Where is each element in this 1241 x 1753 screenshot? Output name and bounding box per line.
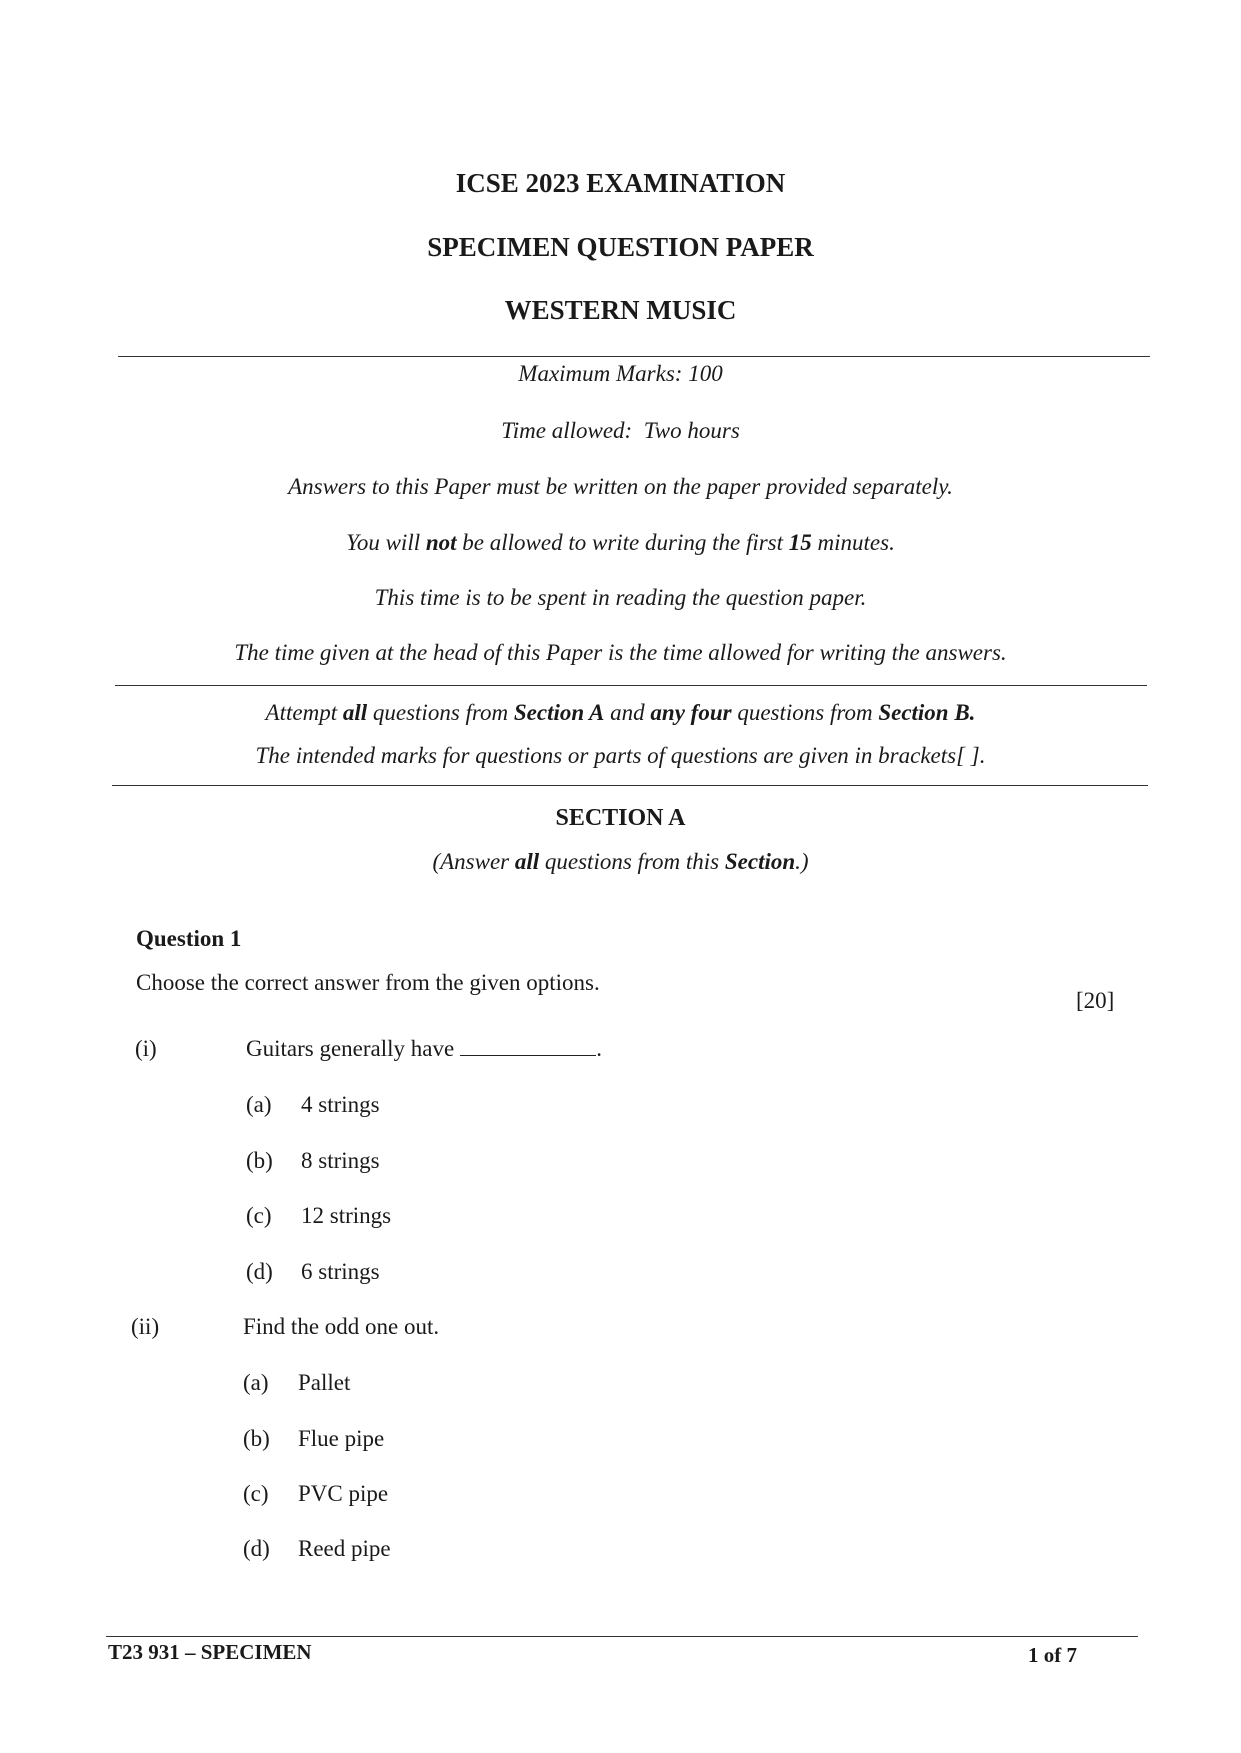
reading-time-note: This time is to be spent in reading the question paper. — [374, 585, 867, 610]
subject-title: WESTERN MUSIC — [504, 295, 737, 325]
section-a-note: (Answer all questions from this Section.) — [432, 849, 809, 874]
page-number: 1 of 7 — [1028, 1643, 1077, 1667]
reading-restriction: You will not be allowed to write during the first 15 minutes. — [346, 530, 895, 555]
option-text: 4 strings — [301, 1092, 380, 1117]
option-text: 12 strings — [301, 1203, 392, 1228]
option-letter: (b) — [243, 1426, 270, 1451]
question-label: Question 1 — [136, 926, 242, 951]
divider — [112, 785, 1148, 786]
part-number: (i) — [135, 1036, 157, 1061]
divider — [115, 685, 1147, 686]
option-text: 8 strings — [301, 1148, 380, 1173]
footer-divider — [106, 1636, 1138, 1637]
exam-title: ICSE 2023 EXAMINATION — [455, 168, 786, 198]
option-letter: (c) — [243, 1481, 269, 1506]
section-a-heading: SECTION A — [555, 805, 686, 831]
max-marks: Maximum Marks: 100 — [518, 361, 723, 386]
option-letter: (d) — [243, 1536, 270, 1561]
answer-blank — [460, 1037, 596, 1056]
time-allowed: Time allowed: Two hours — [501, 418, 740, 443]
paper-type: SPECIMEN QUESTION PAPER — [427, 232, 814, 262]
option-letter: (b) — [246, 1148, 273, 1173]
option-text: Flue pipe — [298, 1426, 385, 1451]
marks-note: The intended marks for questions or parts of questions are given in brackets[ ]. — [255, 743, 986, 768]
option-text: 6 strings — [301, 1259, 380, 1284]
option-text: Reed pipe — [298, 1536, 391, 1561]
option-letter: (a) — [246, 1092, 272, 1117]
option-text: PVC pipe — [298, 1481, 389, 1506]
option-letter: (d) — [246, 1259, 273, 1284]
question-instruction: Choose the correct answer from the given options. — [136, 970, 600, 995]
time-given-note: The time given at the head of this Paper is the time allowed for writing the answers. — [234, 640, 1007, 665]
option-letter: (c) — [246, 1203, 272, 1228]
option-letter: (a) — [243, 1370, 269, 1395]
part-question: Find the odd one out. — [243, 1314, 440, 1339]
divider — [118, 356, 1150, 357]
part-question: Guitars generally have . — [246, 1036, 602, 1061]
answers-note: Answers to this Paper must be written on the paper provided separately. — [288, 474, 953, 499]
question-marks: [20] — [1076, 988, 1115, 1013]
part-number: (ii) — [131, 1314, 160, 1339]
paper-code: T23 931 – SPECIMEN — [108, 1640, 312, 1664]
option-text: Pallet — [298, 1370, 351, 1395]
attempt-instruction: Attempt all questions from Section A and any four questions from Section B. — [265, 700, 976, 725]
